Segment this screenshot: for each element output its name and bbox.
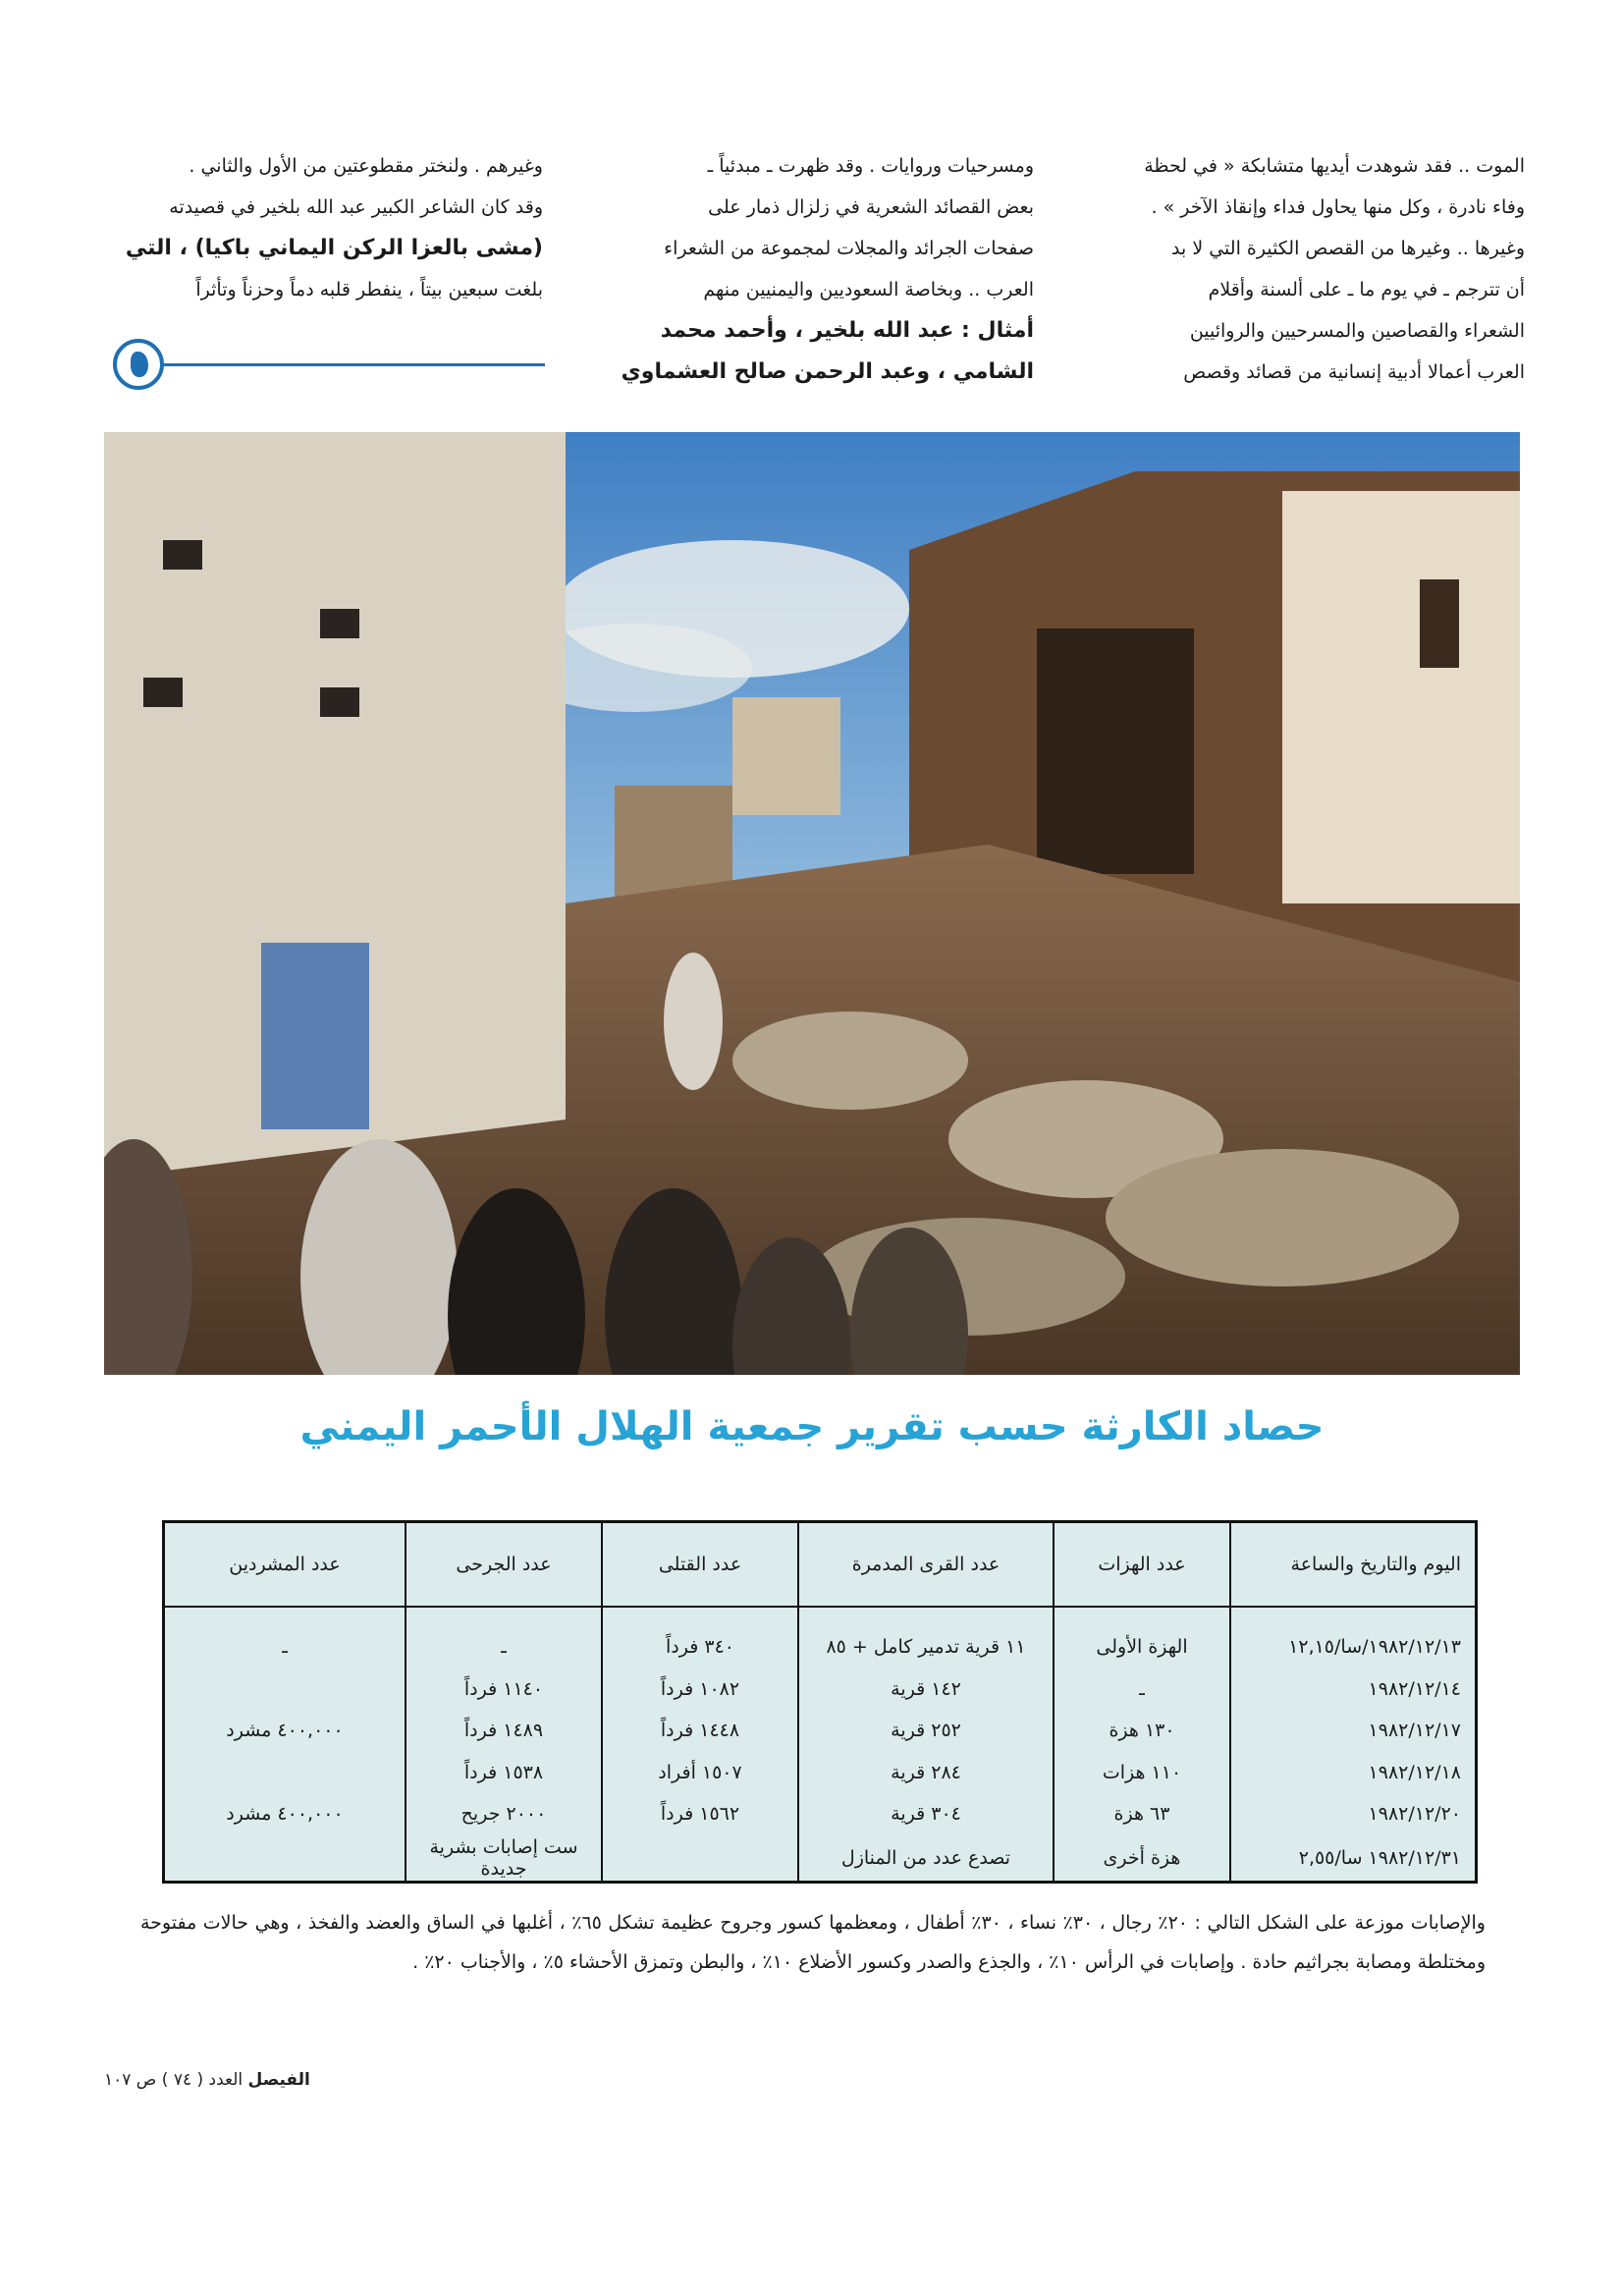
page-footer bbox=[104, 2070, 310, 2090]
text-line: أن تترجم ـ في يوم ما ـ على ألسنة وأقلام bbox=[1208, 279, 1525, 301]
text-line: العرب .. وبخاصة السعوديين واليمنيين منهم bbox=[703, 279, 1034, 301]
casualty-report-table bbox=[162, 1520, 1478, 1884]
table-cell: الهزة الأولى bbox=[1054, 1607, 1230, 1668]
column-header: عدد الهزات bbox=[1054, 1522, 1230, 1608]
text-line-poets: الشامي ، وعبد الرحمن صالح العشماوي bbox=[621, 359, 1034, 384]
text-line: بلغت سبعين بيتاً ، ينفطر قلبه دماً وحزناً وتأثراً bbox=[195, 279, 543, 301]
text-line: وغيرهم . ولنختر مقطوعتين من الأول والثاني . bbox=[189, 155, 543, 177]
table-row bbox=[164, 1710, 1477, 1751]
table-cell: ١١ قرية تدمير كامل + ٨٥ bbox=[798, 1607, 1054, 1668]
article-column-left bbox=[101, 145, 543, 310]
table-cell: ١٩٨٢/١٢/١٨ bbox=[1230, 1751, 1477, 1792]
injury-statistics-text: والإصابات موزعة على الشكل التالي : ٢٠٪ رجال ، ٣٠٪ نساء ، ٣٠٪ أطفال ، ومعظمها كسور وجروح عظيمة تشكل ٦٥٪ ، أغلبها في الساق والعضد والفخذ ، وهي حالات مفتوحة ومختلطة ومصابة بجراثيم حادة . وإصابات في الرأس ١٠٪ ، والجذع والصدر وكسور الأضلاع ١٠٪ ، والبطن وتمزق الأحشاء ٥٪ ، والأجناب ٢٠٪ . bbox=[140, 1912, 1486, 1973]
text-line-poets: أمثال : عبد الله بلخير ، وأحمد محمد bbox=[660, 318, 1034, 343]
section-divider bbox=[152, 363, 545, 366]
table-row bbox=[164, 1834, 1477, 1882]
table-cell bbox=[164, 1668, 406, 1710]
table-cell: ١٠٨٢ فرداً bbox=[602, 1668, 798, 1710]
table-cell: ٤٠٠,٠٠٠ مشرد bbox=[164, 1793, 406, 1834]
text-line: بعض القصائد الشعرية في زلزال ذمار على bbox=[708, 196, 1034, 218]
table-cell: ١٤٢ قرية bbox=[798, 1668, 1054, 1710]
article-column-right bbox=[1103, 145, 1525, 393]
column-header: عدد القتلى bbox=[602, 1522, 798, 1608]
table-cell: ٢٥٢ قرية bbox=[798, 1710, 1054, 1751]
table-cell: ـ bbox=[406, 1607, 602, 1668]
poem-title-line: (مشى بالعزا الركن اليماني باكيا) ، التي bbox=[125, 236, 543, 260]
text-line: صفحات الجرائد والمجلات لمجموعة من الشعراء bbox=[664, 238, 1034, 259]
text-line: الشعراء والقصاصين والمسرحيين والروائيين bbox=[1189, 320, 1525, 342]
text-line: وغيرها .. وغيرها من القصص الكثيرة التي لا بد bbox=[1171, 238, 1525, 259]
text-line: وفاء نادرة ، وكل منها يحاول فداء وإنقاذ الآخر » . bbox=[1151, 196, 1525, 218]
table-cell: ٢٨٤ قرية bbox=[798, 1751, 1054, 1792]
table-cell: ٤٠٠,٠٠٠ مشرد bbox=[164, 1710, 406, 1751]
table-cell: هزة أخرى bbox=[1054, 1834, 1230, 1882]
table-cell: ١٩٨٢/١٢/٣١ سا/٢,٥٥ bbox=[1230, 1834, 1477, 1882]
magazine-name: الفيصل bbox=[247, 2070, 310, 2090]
table-cell: ٦٣ هزة bbox=[1054, 1793, 1230, 1834]
table-cell bbox=[164, 1834, 406, 1882]
table-cell: ـ bbox=[1054, 1668, 1230, 1710]
table-cell: ست إصابات بشرية جديدة bbox=[406, 1834, 602, 1882]
table-cell: ٣٠٤ قرية bbox=[798, 1793, 1054, 1834]
table-cell: ١٤٤٨ فرداً bbox=[602, 1710, 798, 1751]
table-header-row bbox=[164, 1522, 1477, 1608]
table-cell: ١٩٨٢/١٢/٢٠ bbox=[1230, 1793, 1477, 1834]
table-cell: ـ bbox=[164, 1607, 406, 1668]
report-title: حصاد الكارثة حسب تقرير جمعية الهلال الأحمر اليمني bbox=[299, 1404, 1325, 1449]
table-row bbox=[164, 1668, 1477, 1710]
text-line: وقد كان الشاعر الكبير عبد الله بلخير في قصيدته bbox=[169, 196, 543, 218]
table-cell bbox=[164, 1751, 406, 1792]
column-header: اليوم والتاريخ والساعة bbox=[1230, 1522, 1477, 1608]
article-column-middle bbox=[612, 145, 1034, 393]
text-line: ومسرحيات وروايات . وقد ظهرت ـ مبدئياً ـ bbox=[707, 155, 1034, 177]
column-header: عدد المشردين bbox=[164, 1522, 406, 1608]
earthquake-ruins-photo bbox=[104, 432, 1520, 1375]
table-cell: ١١٠ هزات bbox=[1054, 1751, 1230, 1792]
table-row bbox=[164, 1793, 1477, 1834]
table-cell: ١٣٠ هزة bbox=[1054, 1710, 1230, 1751]
map-badge-icon bbox=[113, 339, 164, 390]
table-cell: ١٥٦٢ فرداً bbox=[602, 1793, 798, 1834]
table-cell: ١٥٠٧ أفراد bbox=[602, 1751, 798, 1792]
table-row bbox=[164, 1751, 1477, 1792]
issue-info: العدد ( ٧٤ ) ص ١٠٧ bbox=[104, 2070, 243, 2090]
table-cell: ١٩٨٢/١٢/١٣/سا/١٢,١٥ bbox=[1230, 1607, 1477, 1668]
table-cell: ١٩٨٢/١٢/١٧ bbox=[1230, 1710, 1477, 1751]
table-cell: تصدع عدد من المنازل bbox=[798, 1834, 1054, 1882]
column-header: عدد القرى المدمرة bbox=[798, 1522, 1054, 1608]
table-cell: ١٤٨٩ فرداً bbox=[406, 1710, 602, 1751]
text-line: العرب أعمالا أدبية إنسانية من قصائد وقصص bbox=[1183, 361, 1525, 383]
table-cell: ٣٤٠ فرداً bbox=[602, 1607, 798, 1668]
table-cell: ١١٤٠ فرداً bbox=[406, 1668, 602, 1710]
table-cell: ١٩٨٢/١٢/١٤ bbox=[1230, 1668, 1477, 1710]
text-line: الموت .. فقد شوهدت أيديها متشابكة « في لحظة bbox=[1144, 155, 1525, 177]
table-cell: ٢٠٠٠ جريح bbox=[406, 1793, 602, 1834]
column-header: عدد الجرحى bbox=[406, 1522, 602, 1608]
table-row bbox=[164, 1607, 1477, 1668]
table-cell: ١٥٣٨ فرداً bbox=[406, 1751, 602, 1792]
table-cell bbox=[602, 1834, 798, 1882]
